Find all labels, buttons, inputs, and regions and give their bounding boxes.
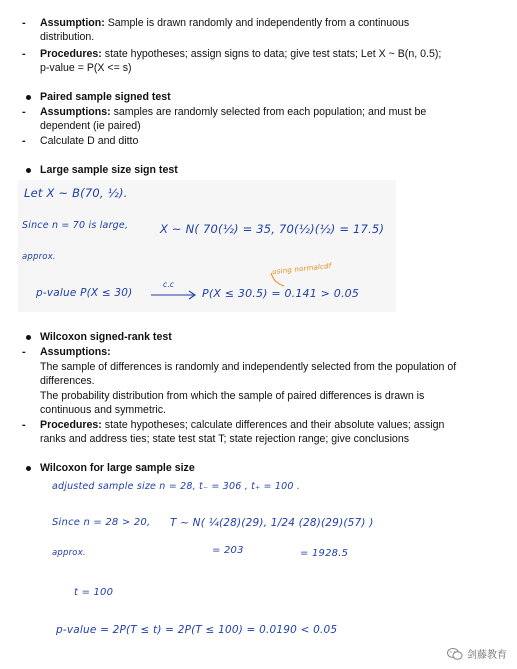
hw-t-normal: T ~ N( ¼(28)(29), 1/24 (28)(29)(57) )	[170, 517, 374, 529]
procedures-text: state hypotheses; assign signs to data; give test stats; Let X ~ B(n, 0.5);	[101, 48, 442, 60]
hw-variance-value: = 1928.5	[300, 548, 349, 559]
wechat-icon	[447, 647, 463, 661]
dash-marker: -	[22, 48, 26, 60]
hw-normalcdf-note: using normalcdf	[271, 261, 332, 277]
hw-t-equals: t = 100	[74, 587, 114, 598]
hw-normal-approx: X ~ N( 70(½) = 35, 70(½)(½) = 17.5)	[160, 222, 385, 236]
wilcoxon-assumption-line-3: The probability distribution from which the sample of paired differences is drawn is	[40, 390, 425, 402]
hw-since-n-20: Since n = 28 > 20,	[52, 517, 151, 528]
large-sign-heading: Large sample size sign test	[40, 164, 178, 176]
paired-assumptions-label: Assumptions:	[40, 106, 111, 118]
wilcoxon-procedures-line-1	[40, 418, 444, 433]
wilcoxon-procedures-text: state hypotheses; calculate differences and their absolute values; assign	[101, 419, 445, 431]
dash-marker: -	[22, 17, 26, 29]
dash-marker: -	[22, 419, 26, 431]
dash-marker: -	[22, 135, 26, 147]
assumption-text: Sample is drawn randomly and independently from a continuous	[104, 17, 410, 29]
paired-assumptions-line-1	[40, 105, 426, 120]
hw-p-value-result: P(X ≤ 30.5) = 0.141 > 0.05	[202, 287, 360, 300]
procedures-line-1	[40, 47, 441, 62]
bullet	[26, 466, 31, 471]
wilcoxon-assumption-line-4: continuous and symmetric.	[40, 404, 167, 416]
hw-let-x: Let X ~ B(70, ½).	[24, 186, 128, 200]
hw-approx: approx.	[22, 252, 56, 262]
assumption-label: Assumption:	[40, 17, 105, 29]
assumption-line-2: distribution.	[40, 31, 95, 43]
paired-calc-line: Calculate D and ditto	[40, 135, 139, 147]
wilcoxon-heading: Wilcoxon signed-rank test	[40, 331, 172, 343]
wilcoxon-large-heading: Wilcoxon for large sample size	[40, 462, 195, 474]
arrow-right-icon	[150, 290, 198, 300]
paired-heading: Paired sample signed test	[40, 91, 171, 103]
hw-adjusted-sample: adjusted sample size n = 28, t₋ = 306 , t₊ = 100 .	[52, 481, 301, 492]
hw-since-n: Since n = 70 is large,	[22, 220, 129, 231]
paired-assumptions-text: samples are randomly selected from each population; and must be	[110, 106, 427, 118]
watermark-text: 剑藤教育	[467, 650, 507, 661]
hw-cc-label: c.c	[163, 280, 175, 289]
bullet	[26, 95, 31, 100]
procedures-label: Procedures:	[40, 48, 102, 60]
hw-approx-2: approx.	[52, 548, 86, 558]
wilcoxon-procedures-label: Procedures:	[40, 419, 102, 431]
bullet	[26, 168, 31, 173]
hw-p-value: p-value P(X ≤ 30)	[36, 287, 133, 299]
dash-marker: -	[22, 346, 26, 358]
wilcoxon-assumption-line-1: The sample of differences is randomly and independently selected from the population of	[40, 361, 457, 373]
wilcoxon-assumption-line-2: differences.	[40, 375, 95, 387]
wilcoxon-assumptions-label: Assumptions:	[40, 346, 111, 358]
assumption-line-1	[40, 16, 409, 31]
procedures-line-2: p-value = P(X <= s)	[40, 62, 132, 74]
hw-wilcoxon-p-value: p-value = 2P(T ≤ t) = 2P(T ≤ 100) = 0.0190 < 0.05	[56, 624, 338, 636]
hw-mean-value: = 203	[212, 545, 244, 556]
bullet	[26, 335, 31, 340]
wilcoxon-procedures-line-2: ranks and address ties; state test stat T; state rejection range; give conclusions	[40, 433, 410, 445]
dash-marker: -	[22, 106, 26, 118]
paired-assumptions-line-2: dependent (ie paired)	[40, 120, 141, 132]
watermark	[447, 646, 507, 661]
